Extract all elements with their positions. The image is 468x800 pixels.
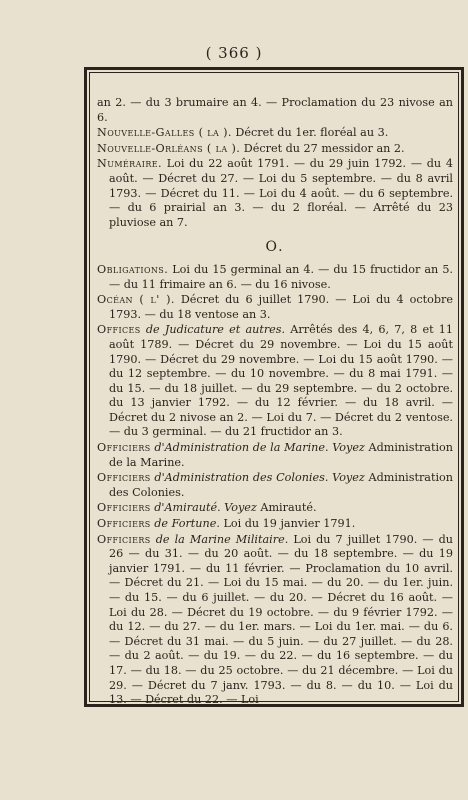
entry-heading: Offices <box>97 323 141 337</box>
section-letter: O. <box>265 239 285 256</box>
page-number: ( 366 ) <box>205 44 263 62</box>
entry-heading: Obligations. <box>97 262 169 276</box>
entry-references: Amirauté. <box>256 501 317 515</box>
entry-subheading: d'Administration des Colonies. Voyez <box>150 471 365 485</box>
index-entry <box>97 142 453 157</box>
entry-subheading: de la Marine Militaire. <box>150 532 289 546</box>
index-entry <box>97 263 453 292</box>
index-entry <box>97 441 453 470</box>
page-frame <box>84 67 464 707</box>
entry-heading: Nouvelle-Orléans ( la ). <box>97 141 241 155</box>
entry-references: Loi du 7 juillet 1790. — du 26 — du 31. — du 20 août. — du 18 septembre. — du 19 janvier 1791. — du 11 février. — Proclamation du 10 avril. — Décret du 21. — Loi du 15 mai. — du 20. — du 1er. juin. — du 15. — du 6 juillet. — du 20. — Décret du 16 août. — Loi du 28. — Décret du 19 octobre. — du 9 février 1792. — du 12. — du 27. — du 1er. mars. — Loi du 1er. mai. — du 6. — Décret du 31 mai. — du 5 juin. — du 27 juillet. — du 28. — du 2 août. — du 19. — du 22. — du 16 septembre. — du 17. — du 18. — du 25 octobre. — du 21 décembre. — Loi du 29. — Décret du 7 janv. 1793. — du 8. — du 10. — Loi du 13. — Décret du 22. — Loi <box>109 532 453 707</box>
index-entry <box>97 471 453 500</box>
entry-references: Décret du 27 messidor an 2. <box>240 141 405 155</box>
entry-subheading: de Fortune. <box>150 517 220 531</box>
continuation-line: an 2. — du 3 brumaire an 4. — Proclamation du 23 nivose an 6. <box>97 96 453 124</box>
entry-references: Loi du 22 août 1791. — du 29 juin 1792. — du 4 août. — Décret du 27. — Loi du 5 septembre. — du 8 avril 1793. — Décret du 11. — Loi du 4 août. — du 6 septembre. — du 6 prairial an 3. — du 2 floréal. — Arrêté du 23 pluviose an 7. <box>109 157 453 229</box>
entry-references: Décret du 6 juillet 1790. — Loi du 4 octobre 1793. — du 18 ventose an 3. <box>109 293 454 321</box>
index-content <box>97 96 453 709</box>
entries-before <box>97 126 453 230</box>
index-entry <box>97 157 453 230</box>
entry-subheading: d'Administration de la Marine. Voyez <box>150 441 365 455</box>
entry-subheading: d'Amirauté. Voyez <box>150 501 257 515</box>
index-entry <box>97 533 453 708</box>
index-entry <box>97 293 453 322</box>
entry-subheading: de Judicature et autres. <box>140 323 286 337</box>
entry-heading: Océan ( l' ). <box>97 293 175 307</box>
entry-references: Administration des Colonies. <box>109 471 453 499</box>
entry-references: Administration de la Marine. <box>109 441 453 469</box>
entries-after <box>97 263 453 708</box>
entry-references: Loi du 15 germinal an 4. — du 15 fructidor an 5. — du 11 frimaire an 6. — du 16 nivose. <box>109 262 453 291</box>
index-entry <box>97 323 453 440</box>
index-entry <box>97 517 453 532</box>
entry-heading: Numéraire. <box>97 157 162 171</box>
entry-heading: Officiers <box>97 532 151 546</box>
index-entry <box>97 501 453 516</box>
entry-references: Arrêtés des 4, 6, 7, 8 et 11 août 1789. — Décret du 29 novembre. — Loi du 15 août 1790. — Décret du 29 novembre. — Loi du 15 août 1790. — du 12 septembre. — du 10 novembre. — du 8 mai 1791. — du 15. — du 18 juillet. — du 29 septembre. — du 2 octobre. du 13 janvier 1792. — du 12 février. — du 18 avril. — Décret du 2 nivose an 2. — Loi du 7. — Décret du 2 ventose. — du 3 germinal. — du 21 fructidor an 3. <box>109 323 454 439</box>
entry-heading: Officiers <box>97 517 151 531</box>
index-entry <box>97 126 453 141</box>
entry-references: Décret du 1er. floréal au 3. <box>231 126 389 140</box>
entry-heading: Officiers <box>97 471 151 485</box>
entry-heading: Officiers <box>97 441 151 455</box>
entry-heading: Nouvelle-Galles ( la ). <box>97 126 232 140</box>
entry-heading: Officiers <box>97 501 151 515</box>
entry-references: Loi du 19 janvier 1791. <box>219 517 356 531</box>
